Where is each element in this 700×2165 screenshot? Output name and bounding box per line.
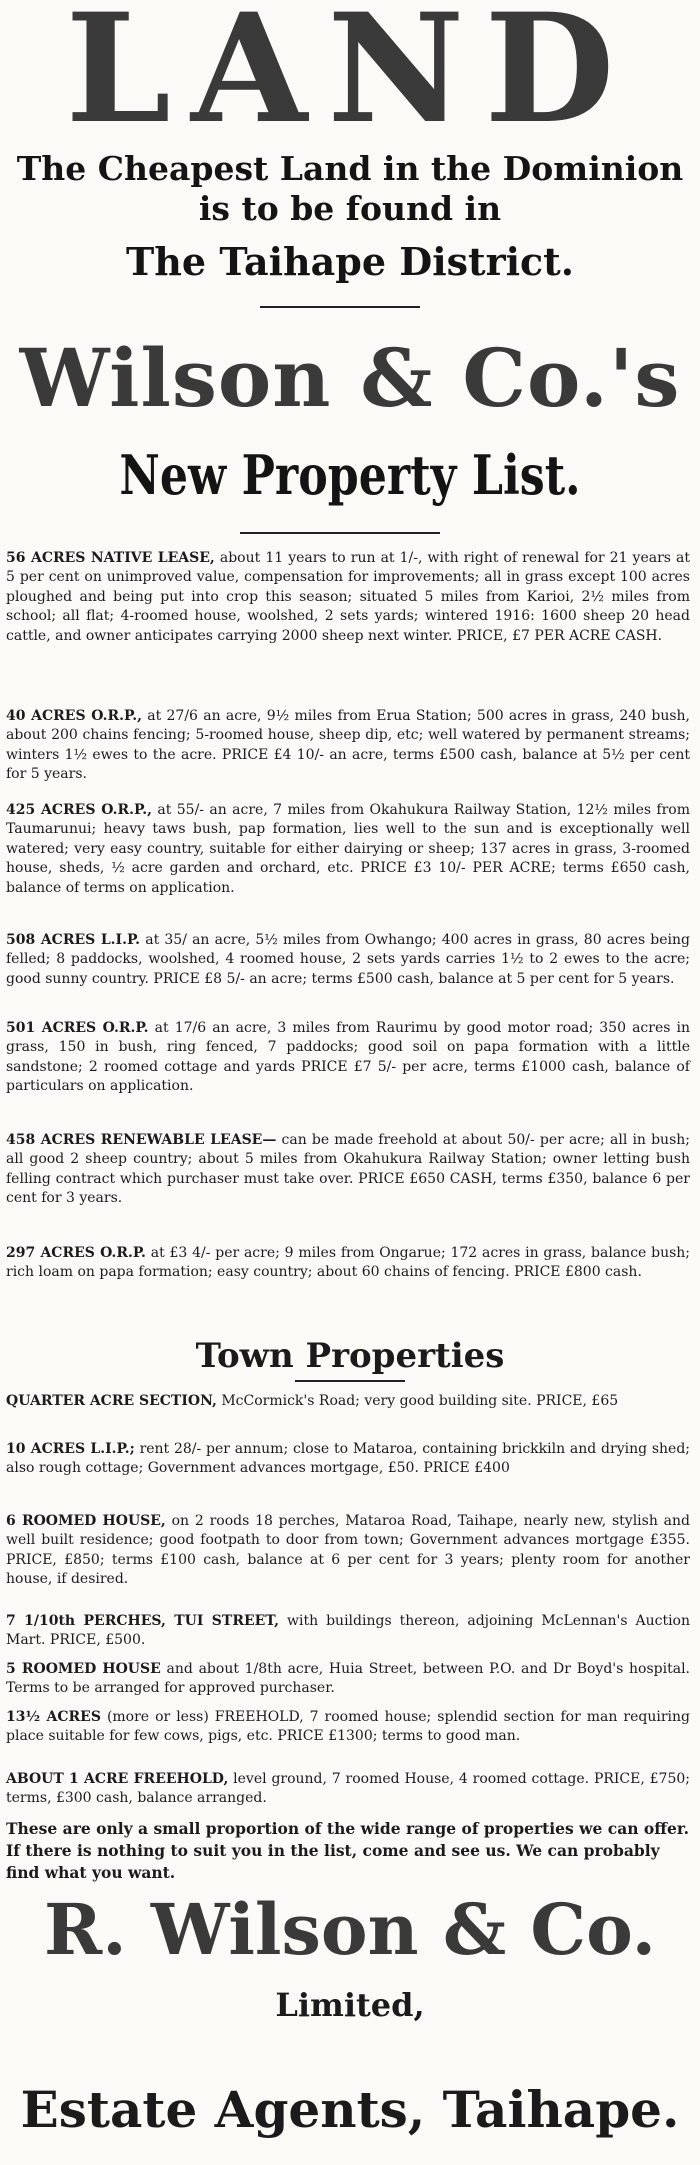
town-property-title: 13½ ACRES xyxy=(6,1709,101,1725)
listing-item xyxy=(6,707,690,785)
listing-body: at 17/6 an acre, 3 miles from Raurimu by good motor road; 350 acres in grass, 150 in bush, ring fenced, 7 paddocks; good soil on papa formation with a little sandstone; 2 roomed cottage and yards PRICE £7 5/- per acre, terms £1000 cash, balance of particulars on application. xyxy=(6,1020,691,1095)
property-list-title: New Property List. xyxy=(119,443,581,507)
town-property-body: (more or less) FREEHOLD, 7 roomed house; splendid section for man requiring place suitable for few cows, pigs, etc. PRICE £1300; terms to good man. xyxy=(6,1709,690,1745)
town-property-body: rent 28/- per annum; close to Mataroa, containing brickkiln and drying shed; also rough cottage; Government advances mortgage, £50. PRICE £400 xyxy=(6,1441,691,1477)
town-property-item xyxy=(6,1392,690,1411)
listing-title: 458 ACRES RENEWABLE LEASE— xyxy=(6,1132,277,1148)
town-property-item xyxy=(6,1612,690,1651)
footer-estate-agents: Estate Agents, Taihape. xyxy=(20,2080,680,2139)
listing-body: at 27/6 an acre, 9½ miles from Erua Station; 500 acres in grass, 240 bush, about 200 chains fencing; 5-roomed house, sheep dip, etc; well watered by permanent streams; winters 1½ ewes to the acre. PRICE £4 10/- an acre, terms £500 cash, balance at 5½ per cent for 5 years. xyxy=(6,708,690,783)
listing-item xyxy=(6,801,690,898)
town-property-body: level ground, 7 roomed House, 4 roomed cottage. PRICE, £750; terms, £300 cash, balance arranged. xyxy=(6,1771,690,1807)
listing-body: at 35/ an acre, 5½ miles from Owhango; 400 acres in grass, 80 acres being felled; 8 paddocks, woolshed, 4 roomed house, 2 sets yards carries 1½ to 2 ewes to the acre; good sunny country. PRICE £8 5/- an acre; terms £500 cash, balance at 5 per cent for 5 years. xyxy=(6,932,690,987)
listing-title: 40 ACRES O.R.P., xyxy=(6,708,142,724)
listing-item xyxy=(6,1019,690,1097)
listing-item xyxy=(6,1131,690,1209)
listing-body: about 11 years to run at 1/-, with right of renewal for 21 years at 5 per cent on unimproved value, compensation for improvements; all in grass except 100 acres ploughed and being put into crop this season; situated 5 miles from Karioi, 2½ miles from school; all flat; 4-roomed house, woolshed, 2 sets yards; wintered 1916: 1600 sheep 20 head cattle, and owner anticipates carrying 2000 sheep next winter. PRICE, £7 PER ACRE CASH. xyxy=(6,550,691,644)
town-property-title: QUARTER ACRE SECTION, xyxy=(6,1393,217,1409)
divider-rule xyxy=(260,306,420,308)
town-property-body: on 2 roods 18 perches, Mataroa Road, Taihape, nearly new, stylish and well built residence; good footpath to door from town; Government advances mortgage £355. PRICE, £850; terms £100 cash, balance at 6 per cent for 3 years; plenty room for another house, if desired. xyxy=(6,1513,690,1588)
town-property-body: and about 1/8th acre, Huia Street, between P.O. and Dr Boyd's hospital. Terms to be arranged for approved purchaser. xyxy=(6,1661,691,1697)
closing-statement: These are only a small proportion of the wide range of properties we can offer. If there is nothing to suit you in the list, come and see us. We can probably find what you want. xyxy=(6,1819,689,1882)
town-property-item xyxy=(6,1440,690,1479)
town-property-body: McCormick's Road; very good building site. PRICE, £65 xyxy=(221,1393,619,1409)
listing-item xyxy=(6,549,690,646)
town-property-item xyxy=(6,1770,690,1809)
divider-rule xyxy=(295,1380,405,1382)
town-property-title: 10 ACRES L.I.P.; xyxy=(6,1441,135,1457)
town-properties-heading: Town Properties xyxy=(195,1336,505,1376)
town-property-title: ABOUT 1 ACRE FREEHOLD, xyxy=(6,1771,229,1787)
town-property-body: with buildings thereon, adjoining McLennan's Auction Mart. PRICE, £500. xyxy=(6,1613,691,1649)
town-property-title: 7 1/10th PERCHES, TUI STREET, xyxy=(6,1613,280,1629)
listing-body: can be made freehold at about 50/- per acre; all in bush; all good 2 sheep country; about 5 miles from Okahukura Railway Station; owner letting bush felling contract which purchaser must take over. PRICE £650 CASH, terms £350, balance 6 per cent for 3 years. xyxy=(6,1132,690,1207)
district-heading: The Taihape District. xyxy=(126,239,574,284)
firm-name: Wilson & Co.'s xyxy=(19,331,681,425)
town-property-title: 6 ROOMED HOUSE, xyxy=(6,1513,166,1529)
listing-body: at £3 4/- per acre; 9 miles from Ongarue; 172 acres in grass, balance bush; rich loam on papa formation; easy country; about 60 chains of fencing. PRICE £800 cash. xyxy=(6,1245,691,1281)
listing-title: 508 ACRES L.I.P. xyxy=(6,932,141,948)
listing-item xyxy=(6,1244,690,1283)
land-headline: LAND xyxy=(65,0,635,157)
subtitle-found-in: is to be found in xyxy=(198,189,502,228)
listing-title: 501 ACRES O.R.P. xyxy=(6,1020,149,1036)
town-property-title: 5 ROOMED HOUSE xyxy=(6,1661,161,1677)
listing-title: 56 ACRES NATIVE LEASE, xyxy=(6,550,215,566)
footer-limited: Limited, xyxy=(275,1986,425,2024)
town-property-item xyxy=(6,1660,690,1699)
listing-body: at 55/- an acre, 7 miles from Okahukura Railway Station, 12½ miles from Taumarunui; heavy taws bush, pap formation, lies well to the sun and is exceptionally well watered; very easy country, suitable for either dairying or sheep; 137 acres in grass, 3-roomed house, sheds, ½ acre garden and orchard, etc. PRICE £3 10/- PER ACRE; terms £650 cash, balance of terms on application. xyxy=(6,802,691,896)
town-property-item xyxy=(6,1708,690,1747)
subtitle-cheapest-land: The Cheapest Land in the Dominion xyxy=(16,149,684,188)
listing-title: 425 ACRES O.R.P., xyxy=(6,802,152,818)
listing-title: 297 ACRES O.R.P. xyxy=(6,1245,146,1261)
divider-rule xyxy=(240,532,440,534)
footer-firm-name: R. Wilson & Co. xyxy=(44,1888,656,1971)
town-property-item xyxy=(6,1512,690,1590)
listing-item xyxy=(6,931,690,989)
